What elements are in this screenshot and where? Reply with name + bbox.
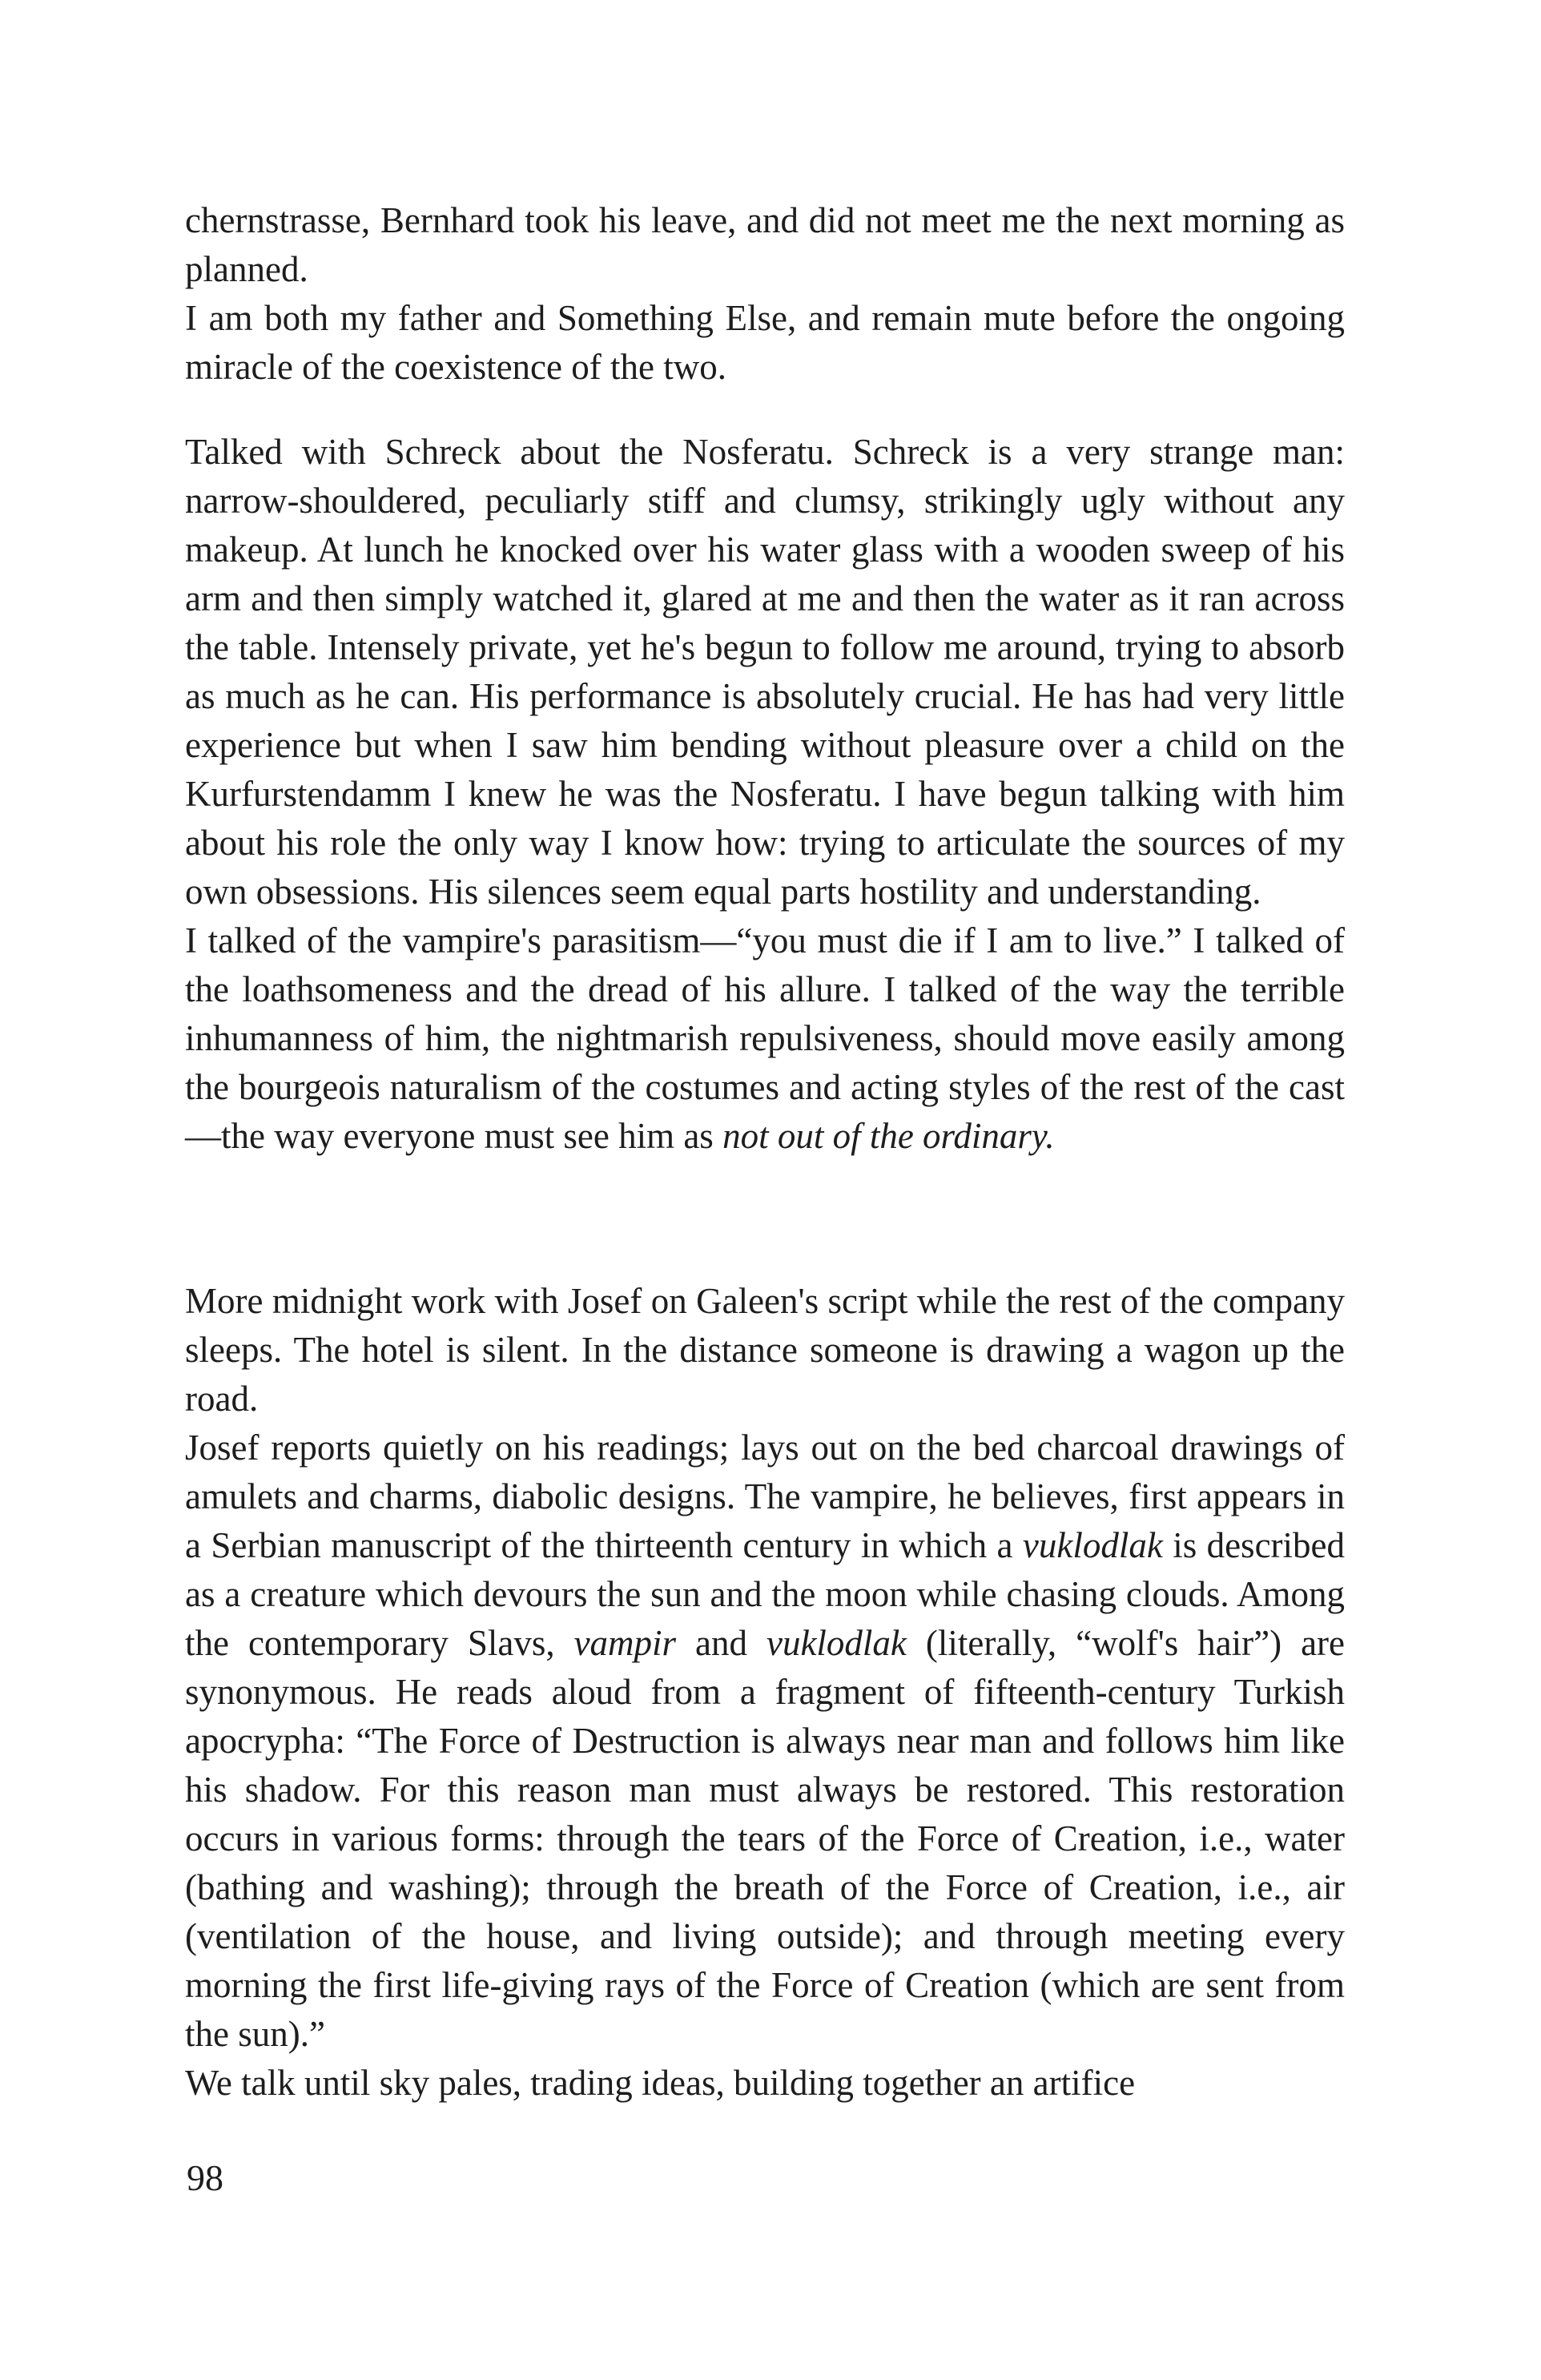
paragraph-text: is described as a creature which devours the sun and the moon while chasing clouds. Among the contemporary Slavs, — [185, 1525, 1346, 1663]
page-number: 98 — [187, 2157, 223, 2198]
paragraph: chernstrasse, Bernhard took his leave, and did not meet me the next morning as planned. — [185, 200, 1345, 289]
paragraph-text: Josef reports quietly on his readings; lays out on the bed charcoal drawings of amulets and charms, diabolic designs. The vampire, he believes, first appears in a Serbian manuscript of the thirteenth century in which a — [185, 1428, 1345, 1565]
text-section-josef — [185, 1277, 1345, 2108]
paragraph: I am both my father and Something Else, and remain mute before the ongoing miracle of the coexistence of the two. — [185, 298, 1345, 387]
paragraph — [185, 1424, 1345, 2059]
term-vuklodlak: vuklodlak — [1022, 1525, 1163, 1565]
paragraph-text: and — [676, 1623, 766, 1663]
text-section-opening — [185, 196, 1345, 392]
paragraph: We talk until sky pales, trading ideas, building together an artifice — [185, 2063, 1136, 2103]
paragraph: Talked with Schreck about the Nosferatu. Schreck is a very strange man: narrow-shouldered, peculiarly stiff and clumsy, strikingly ugly without any makeup. At lunch he knocked over his water glass with a wooden sweep of his arm and then simply watched it, glared at me and then the water as it ran across the table. Intensely private, yet he's begun to follow me around, trying to absorb as much as he can. His performance is absolutely crucial. He has had very little experience but when I saw him bending without pleasure over a child on the Kurfurstendamm I knew he was the Nosferatu. I have begun talking with him about his role the only way I know how: trying to articulate the sources of my own obsessions. His silences seem equal parts hostility and understanding. — [185, 432, 1345, 912]
term-vuklodlak: vuklodlak — [766, 1623, 907, 1663]
text-section-schreck — [185, 428, 1345, 1161]
paragraph: More midnight work with Josef on Galeen's script while the rest of the company sleeps. The hotel is silent. In the distance someone is drawing a wagon up the road. — [185, 1281, 1345, 1419]
term-vampir: vampir — [573, 1623, 677, 1663]
paragraph-text: (literally, “wolf's hair”) are synonymous. He reads aloud from a fragment of fifteenth-century Turkish apocrypha: “The Force of Destruction is always near man and follows him like his shadow. For this reason man must always be restored. This restoration occurs in various forms: through the tears of the Force of Creation, i.e., water (bathing and washing); through the breath of the Force of Creation, i.e., air (ventilation of the house, and living outside); and through meeting every morning the first life-giving rays of the Force of Creation (which are sent from the sun).” — [185, 1623, 1345, 2054]
paragraph — [185, 916, 1345, 1161]
paragraph-text: I talked of the vampire's parasitism—“you must die if I am to live.” I talked of the loathsomeness and the dread of his allure. I talked of the way the terrible inhumanness of him, the nightmarish repulsiveness, should move easily among the bourgeois naturalism of the costumes and acting styles of the rest of the cast—the way everyone must see him as — [185, 920, 1345, 1156]
emphasis-text: not out of the ordinary. — [722, 1116, 1055, 1156]
